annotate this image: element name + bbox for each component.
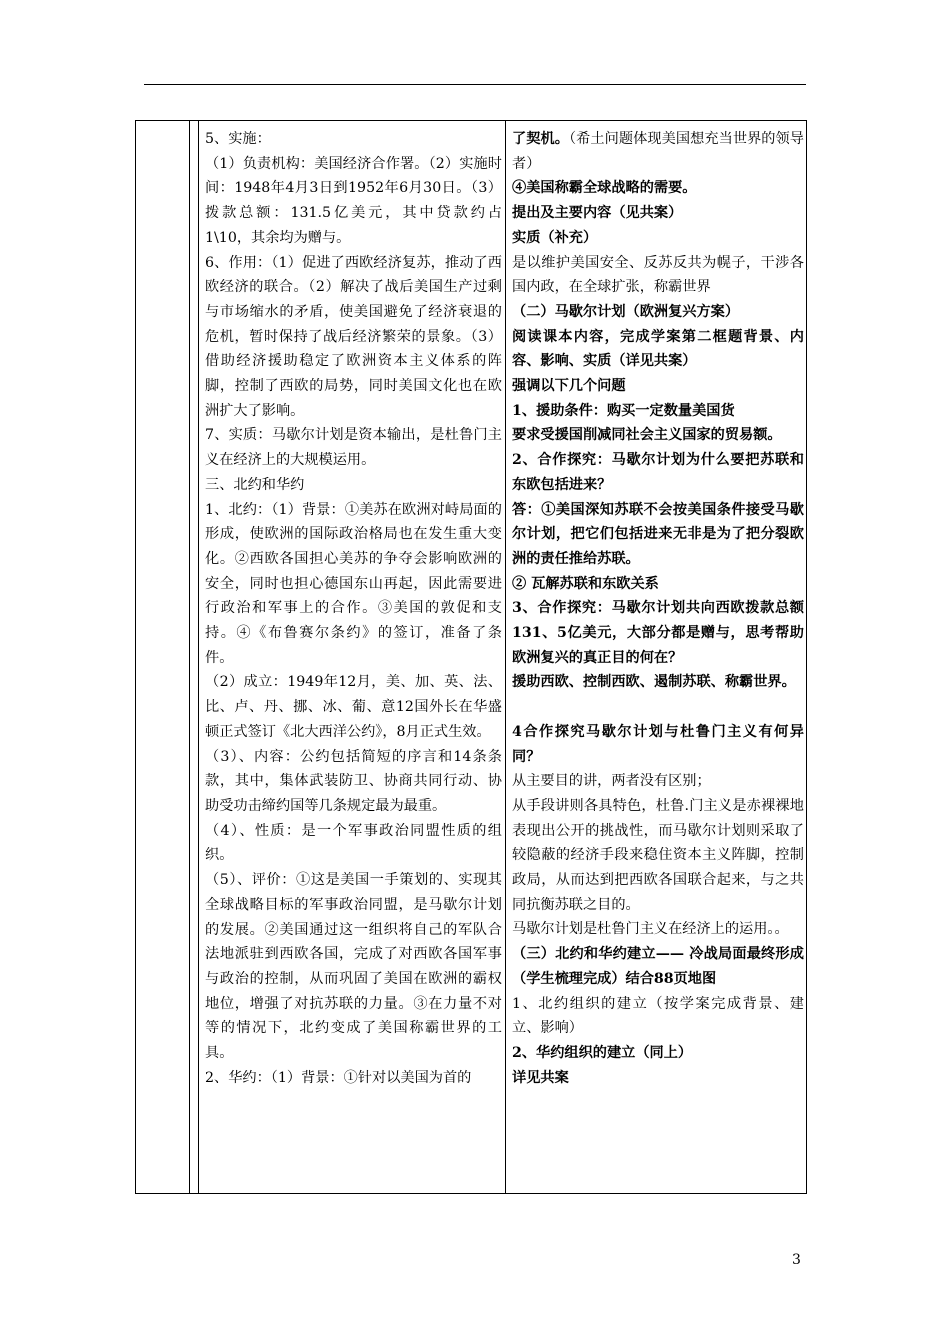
header-rule [144, 84, 806, 85]
notes-paragraph: 1、北约组织的建立（按学案完成背景、建立、影响） [512, 995, 804, 1037]
notes-paragraph: 阅读课本内容，完成学案第二框题背景、内容、影响、实质（详见共案） [512, 328, 804, 370]
blank-line [512, 695, 804, 720]
content-paragraph: 5、实施： [205, 131, 271, 147]
content-paragraph: （2）成立：1949年12月，美、加、英、法、比、卢、丹、挪、冰、葡、意12国外长在华盛顿正式签订《北大西洋公约》，8月正式生效。 [205, 674, 502, 740]
notes-paragraph: 1、援助条件：购买一定数量美国货 [512, 402, 735, 419]
column-divider-3 [505, 121, 506, 1193]
notes-heading: （二）马歇尔计划（欧洲复兴方案） [512, 303, 740, 320]
notes-paragraph: 答：①美国深知苏联不会按美国条件接受马歇尔计划，把它们包括进来无非是为了把分裂欧洲的责任推给苏联。 [512, 501, 804, 567]
notes-heading: （三）北约和华约建立—— 冷战局面最终形成（学生梳理完成）结合88页地图 [512, 946, 804, 987]
content-paragraph: （4）、性质：是一个军事政治同盟性质的组织。 [205, 822, 502, 864]
content-paragraph: 6、作用：（1）促进了西欧经济复苏，推动了西欧经济的联合。（2）解决了战后美国生产过剩与市场缩水的矛盾，使美国避免了经济衰退的危机，暂时保持了战后经济繁荣的景象。（3）借助经济援助稳定了欧洲资本主义体系的阵脚，控制了西欧的局势，同时美国文化也在欧洲扩大了影响。 [205, 254, 502, 419]
notes-paragraph: 实质（补充） [512, 229, 598, 246]
content-paragraph: （1）负责机构：美国经济合作署。（2）实施时间：1948年4月3日到1952年6月30日。（3）拨款总额：131.5亿美元，其中贷款约占1\10，其余均为赠与。 [205, 155, 502, 246]
notes-paragraph: 是以维护美国安全、反苏反共为幌子，干涉各国内政，在全球扩张，称霸世界 [512, 254, 804, 296]
notes-paragraph: 要求受援国削减同社会主义国家的贸易额。 [512, 427, 782, 444]
content-paragraph: 7、实质：马歇尔计划是资本输出，是杜鲁门主义在经济上的大规模运用。 [205, 427, 502, 469]
notes-paragraph: 4合作探究马歇尔计划与杜鲁门主义有何异同？ [512, 723, 804, 765]
column-divider-1 [189, 121, 190, 1193]
notes-paragraph: ④美国称霸全球战略的需要。 [512, 180, 697, 197]
column-divider-2 [198, 121, 199, 1193]
notes-bold-text: 了契机。 [512, 131, 569, 147]
notes-paragraph: 从手段讲则各具特色，杜鲁.门主义是赤裸裸地表现出公开的挑战性，而马歇尔计划则采取了较隐蔽的经济手段来稳住资本主义阵脚，控制政局，从而达到把西欧各国联合起来，与之共同抗衡苏联之目的。 [512, 797, 804, 913]
teaching-notes-column [512, 127, 804, 1090]
notes-paragraph: ② 瓦解苏联和东欧关系 [512, 575, 659, 592]
notes-paragraph: 3、合作探究：马歇尔计划共向西欧拨款总额131、5亿美元，大部分都是赠与，思考帮助欧洲复兴的真正目的何在？ [512, 600, 804, 666]
content-column [205, 127, 502, 1090]
notes-paragraph: 2、华约组织的建立（同上） [512, 1045, 693, 1061]
content-paragraph: 2、华约：（1）背景：①针对以美国为首的 [205, 1069, 472, 1086]
notes-paragraph: 2、合作探究：马歇尔计划为什么要把苏联和东欧包括进来？ [512, 452, 804, 493]
notes-paragraph: 提出及主要内容（见共案） [512, 205, 683, 222]
notes-text: （希土问题体现美国想充当世界的领导者） [512, 131, 804, 172]
lesson-table [135, 120, 807, 1194]
notes-paragraph: 详见共案 [512, 1069, 569, 1086]
notes-paragraph [512, 127, 804, 176]
content-paragraph: （3）、内容：公约包括简短的序言和14条条款，其中，集体武装防卫、协商共同行动、协助受功击缔约国等几条规定最为最重。 [205, 748, 502, 814]
content-paragraph: （5）、评价：①这是美国一手策划的、实现其全球战略目标的军事政治同盟，是马歇尔计划的发展。②美国通过这一组织将自己的军队合法地派驻到西欧各国，完成了对西欧各国军事与政治的控制，从而巩固了美国在欧洲的霸权地位，增强了对抗苏联的力量。③在力量不对等的情况下，北约变成了美国称霸世界的工具。 [205, 872, 502, 1062]
section-heading: 三、北约和华约 [205, 476, 305, 493]
content-paragraph: 1、北约：（1）背景：①美苏在欧洲对峙局面的形成，使欧洲的国际政治格局也在发生重大变化。②西欧各国担心美苏的争夺会影响欧洲的安全，同时也担心德国东山再起，因此需要进行政治和军事上的合作。③美国的敦促和支持。④《布鲁赛尔条约》的签订，准备了条件。 [205, 501, 502, 666]
notes-paragraph: 马歇尔计划是杜鲁门主义在经济上的运用。。 [512, 921, 789, 938]
page-number: 3 [792, 1252, 801, 1268]
notes-paragraph: 从主要目的讲，两者没有区别； [512, 773, 711, 790]
notes-paragraph: 强调以下几个问题 [512, 378, 626, 395]
notes-paragraph: 援助西欧、控制西欧、遏制苏联、称霸世界。 [512, 674, 796, 691]
